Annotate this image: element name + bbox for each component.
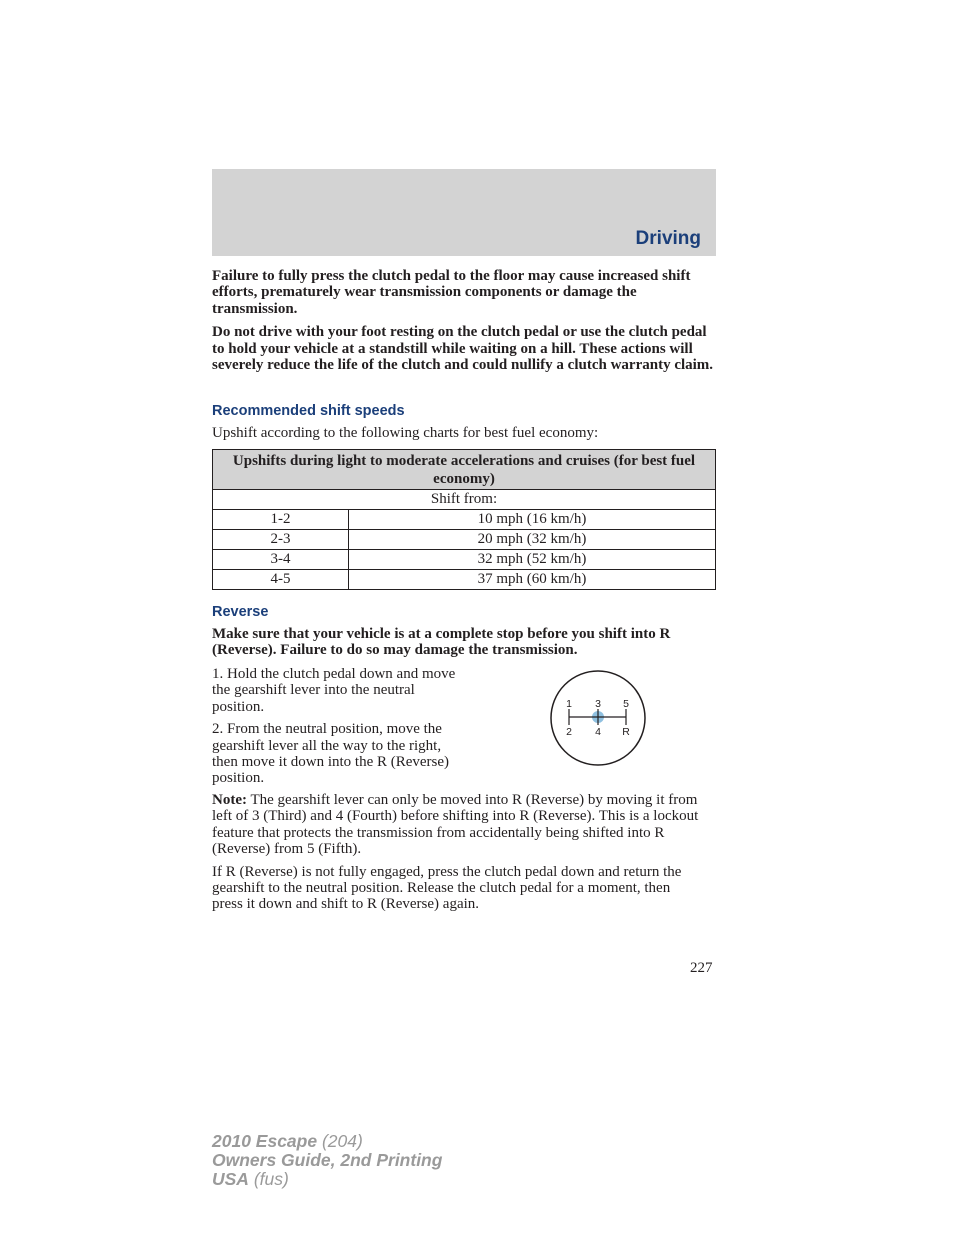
warning-clutch-resting: Do not drive with your foot resting on the clutch pedal or use the clutch pedal to hold your vehicle at a standstill while waiting on a hill. These actions will severely reduce the life of the clutch and could nullify a clutch warranty claim.	[212, 324, 714, 374]
reverse-steps	[212, 666, 464, 787]
warning-clutch-floor: Failure to fully press the clutch pedal to the floor may cause increased shift efforts, prematurely wear transmission components or damage the transmission.	[212, 268, 691, 317]
gearshift-pattern-diagram	[549, 669, 647, 767]
reverse-warning: Make sure that your vehicle is at a complete stop before you shift into R (Reverse). Failure to do so may damage the transmission.	[212, 626, 671, 659]
gear-label-r: R	[622, 726, 630, 738]
shift-speed-table	[212, 449, 716, 590]
reverse-step-1: 1. Hold the clutch pedal down and move the gearshift lever into the neutral position.	[212, 666, 456, 715]
clutch-warnings	[212, 268, 716, 373]
shift-speeds-section	[212, 403, 716, 441]
gear-label-4: 4	[595, 726, 601, 738]
table-row	[213, 510, 716, 530]
gear-cell: 4-5	[213, 570, 349, 590]
table-subheader: Shift from:	[213, 490, 716, 510]
gear-cell: 2-3	[213, 530, 349, 550]
footer-doc-info	[212, 1132, 442, 1189]
gear-cell: 3-4	[213, 550, 349, 570]
speed-cell: 10 mph (16 km/h)	[349, 510, 716, 530]
page-number: 227	[690, 960, 713, 976]
footer-market-code: (fus)	[248, 1169, 289, 1189]
gear-label-1: 1	[566, 698, 572, 710]
section-title: Driving	[635, 228, 701, 249]
footer-model-code: (204)	[317, 1131, 363, 1151]
note-text: The gearshift lever can only be moved into R (Reverse) by moving it from left of 3 (Third) and 4 (Fourth) before shifting into R (Reverse). This is a lockout feature that protects the transmission from accidentally being shifted into R (Reverse) from 5 (Fifth).	[212, 792, 699, 858]
table-row	[213, 550, 716, 570]
reverse-heading: Reverse	[212, 604, 269, 620]
shift-speeds-heading: Recommended shift speeds	[212, 403, 405, 419]
reverse-step-2: 2. From the neutral position, move the gearshift lever all the way to the right, then move it down into the R (Reverse) position.	[212, 721, 450, 787]
gear-label-2: 2	[566, 726, 572, 738]
speed-cell: 37 mph (60 km/h)	[349, 570, 716, 590]
section-header-band	[212, 169, 716, 256]
footer-guide: Owners Guide, 2nd Printing	[212, 1150, 443, 1170]
shift-speeds-intro: Upshift according to the following charts for best fuel economy:	[212, 425, 599, 441]
note-label: Note:	[212, 792, 247, 808]
gear-cell: 1-2	[213, 510, 349, 530]
gear-label-3: 3	[595, 698, 601, 710]
speed-cell: 32 mph (52 km/h)	[349, 550, 716, 570]
table-title: Upshifts during light to moderate accelerations and cruises (for best fuel economy)	[213, 450, 716, 490]
table-row	[213, 530, 716, 550]
footer-market: USA	[212, 1169, 249, 1189]
reverse-notes	[212, 792, 704, 913]
footer-model: 2010 Escape	[212, 1131, 318, 1151]
speed-cell: 20 mph (32 km/h)	[349, 530, 716, 550]
reverse-note	[212, 792, 704, 858]
gear-label-5: 5	[623, 698, 629, 710]
reverse-heading-block	[212, 604, 716, 659]
table-row	[213, 570, 716, 590]
reverse-final-instructions: If R (Reverse) is not fully engaged, press the clutch pedal down and return the gearshift to the neutral position. Release the clutch pedal for a moment, then press it down and shift to R (Reverse) again.	[212, 863, 682, 913]
